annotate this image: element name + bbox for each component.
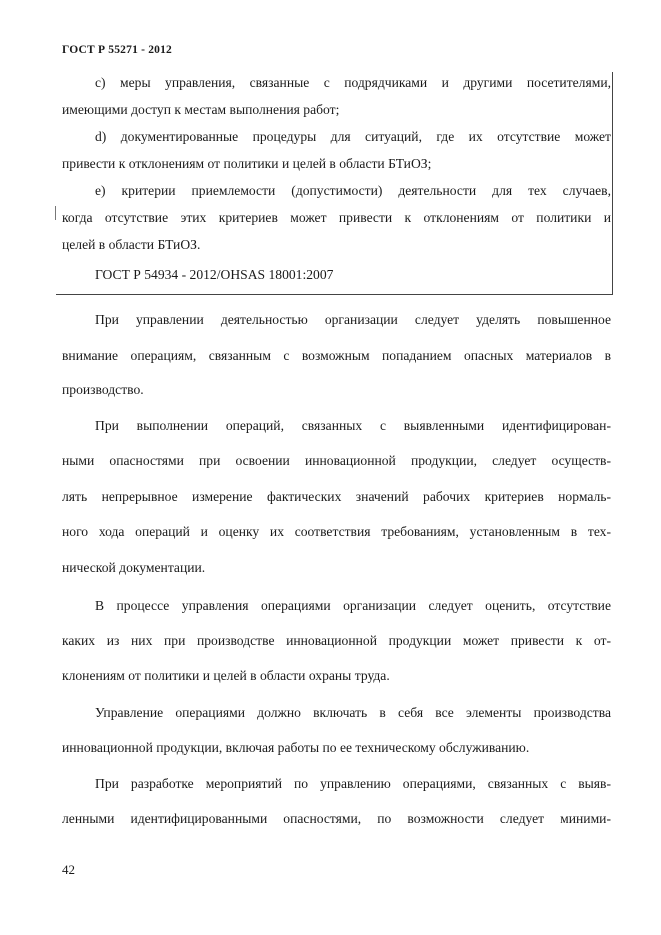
body-line: каких из них при производстве инновационной продукции может привести к от- [62, 633, 611, 648]
quote-line: когда отсутствие этих критериев может привести к отклонениям от политики и [62, 210, 611, 225]
body-line: При выполнении операций, связанных с выявленными идентифицирован- [95, 418, 611, 433]
page-number: 42 [62, 862, 75, 877]
body-line: лять непрерывное измерение фактических значений рабочих критериев нормаль- [62, 489, 611, 504]
body-line: ленными идентифицированными опасностями, по возможности следует миними- [62, 811, 611, 826]
body-line: производство. [62, 382, 144, 397]
body-line: Управление операциями должно включать в себя все элементы производства [95, 705, 611, 720]
body-line: инновационной продукции, включая работы по ее техническому обслуживанию. [62, 740, 530, 755]
body-line: ными опасностями при освоении инновационной продукции, следует осуществ- [62, 453, 611, 468]
quote-line: имеющими доступ к местам выполнения работ; [62, 102, 340, 117]
standard-reference: ГОСТ Р 54934 - 2012/OHSAS 18001:2007 [95, 267, 334, 282]
body-line: клонениям от политики и целей в области охраны труда. [62, 668, 390, 683]
body-line: При управлении деятельностью организации следует уделять повышенное [95, 312, 611, 327]
body-line: внимание операциям, связанным с возможным попаданием опасных материалов в [62, 348, 611, 363]
body-line: ного хода операций и оценку их соответствия требованиям, установленным в тех- [62, 524, 611, 539]
body-line: При разработке мероприятий по управлению операциями, связанных с выяв- [95, 776, 611, 791]
quote-box-left-tick [55, 206, 56, 220]
document-header-code: ГОСТ Р 55271 - 2012 [62, 44, 172, 56]
body-line: В процессе управления операциями организации следует оценить, отсутствие [95, 598, 611, 613]
quote-line: целей в области БТиОЗ. [62, 237, 201, 252]
quote-line: е) критерии приемлемости (допустимости) деятельности для тех случаев, [95, 183, 611, 198]
body-line: нической документации. [62, 560, 206, 575]
quote-line: с) меры управления, связанные с подрядчиками и другими посетителями, [95, 75, 611, 90]
quote-line: d) документированные процедуры для ситуаций, где их отсутствие может [95, 129, 611, 144]
quote-line: привести к отклонениям от политики и целей в области БТиОЗ; [62, 156, 432, 171]
